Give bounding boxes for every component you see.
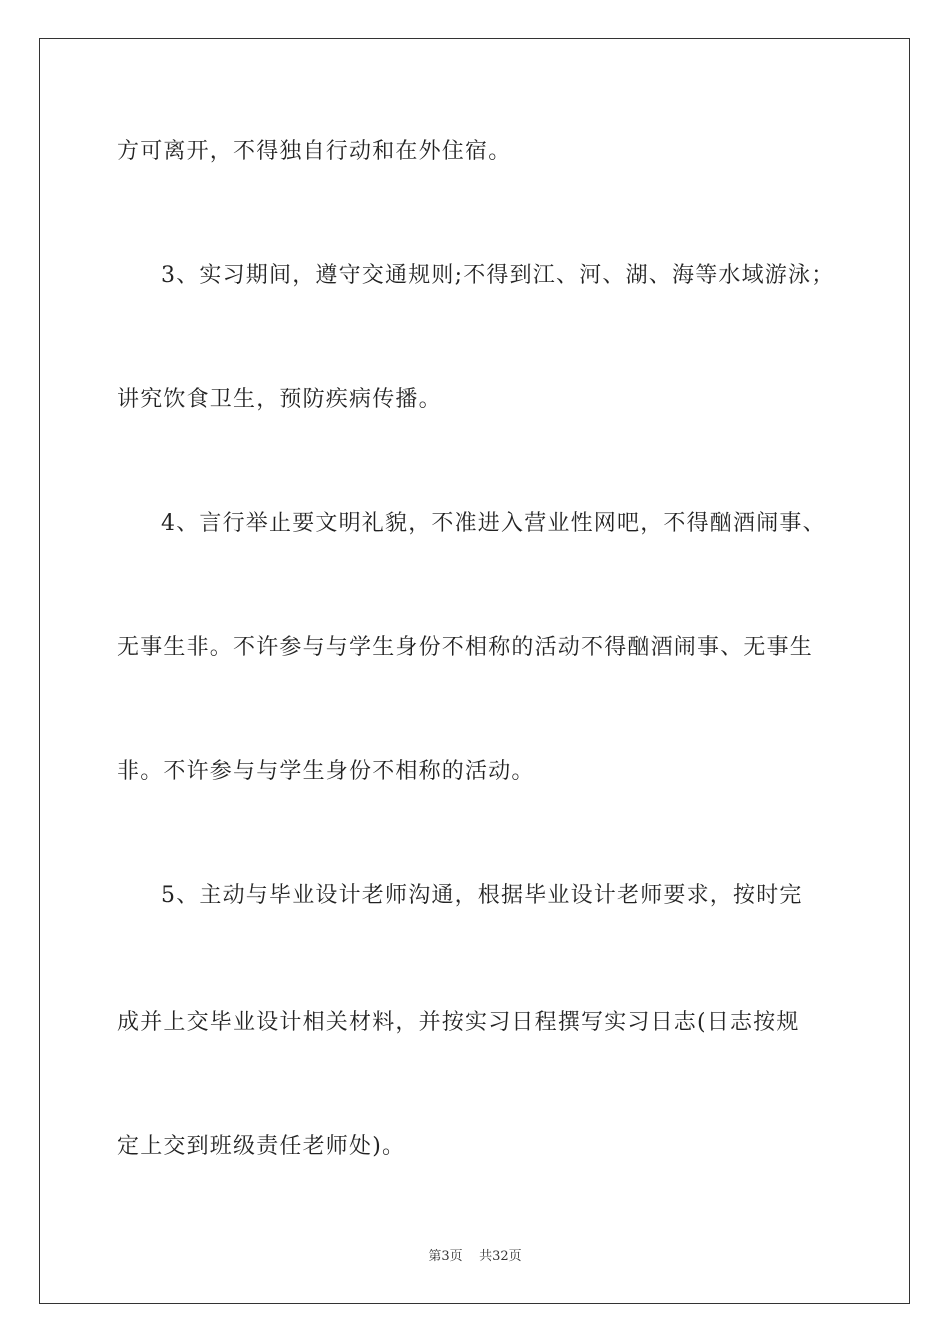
body-text-line: 讲究饮食卫生，预防疾病传播。 bbox=[117, 387, 442, 412]
body-text-line: 非。不许参与与学生身份不相称的活动。 bbox=[117, 759, 535, 784]
body-text-line: 无事生非。不许参与与学生身份不相称的活动不得酗酒闹事、无事生 bbox=[117, 635, 814, 660]
page-border bbox=[39, 38, 910, 1304]
body-text-line: 定上交到班级责任老师处)。 bbox=[117, 1134, 406, 1159]
body-text-line: 5、主动与毕业设计老师沟通，根据毕业设计老师要求，按时完 bbox=[161, 883, 803, 908]
page-number: 第3页 bbox=[428, 1249, 463, 1264]
page-footer bbox=[0, 1248, 950, 1266]
page-total: 共32页 bbox=[479, 1249, 522, 1264]
body-text-line: 成并上交毕业设计相关材料，并按实习日程撰写实习日志(日志按规 bbox=[117, 1010, 800, 1035]
body-text-line: 3、实习期间，遵守交通规则;不得到江、河、湖、海等水域游泳； bbox=[161, 263, 835, 288]
body-text-line: 4、言行举止要文明礼貌，不准进入营业性网吧，不得酗酒闹事、 bbox=[161, 511, 826, 536]
body-text-line: 方可离开，不得独自行动和在外住宿。 bbox=[117, 139, 512, 164]
